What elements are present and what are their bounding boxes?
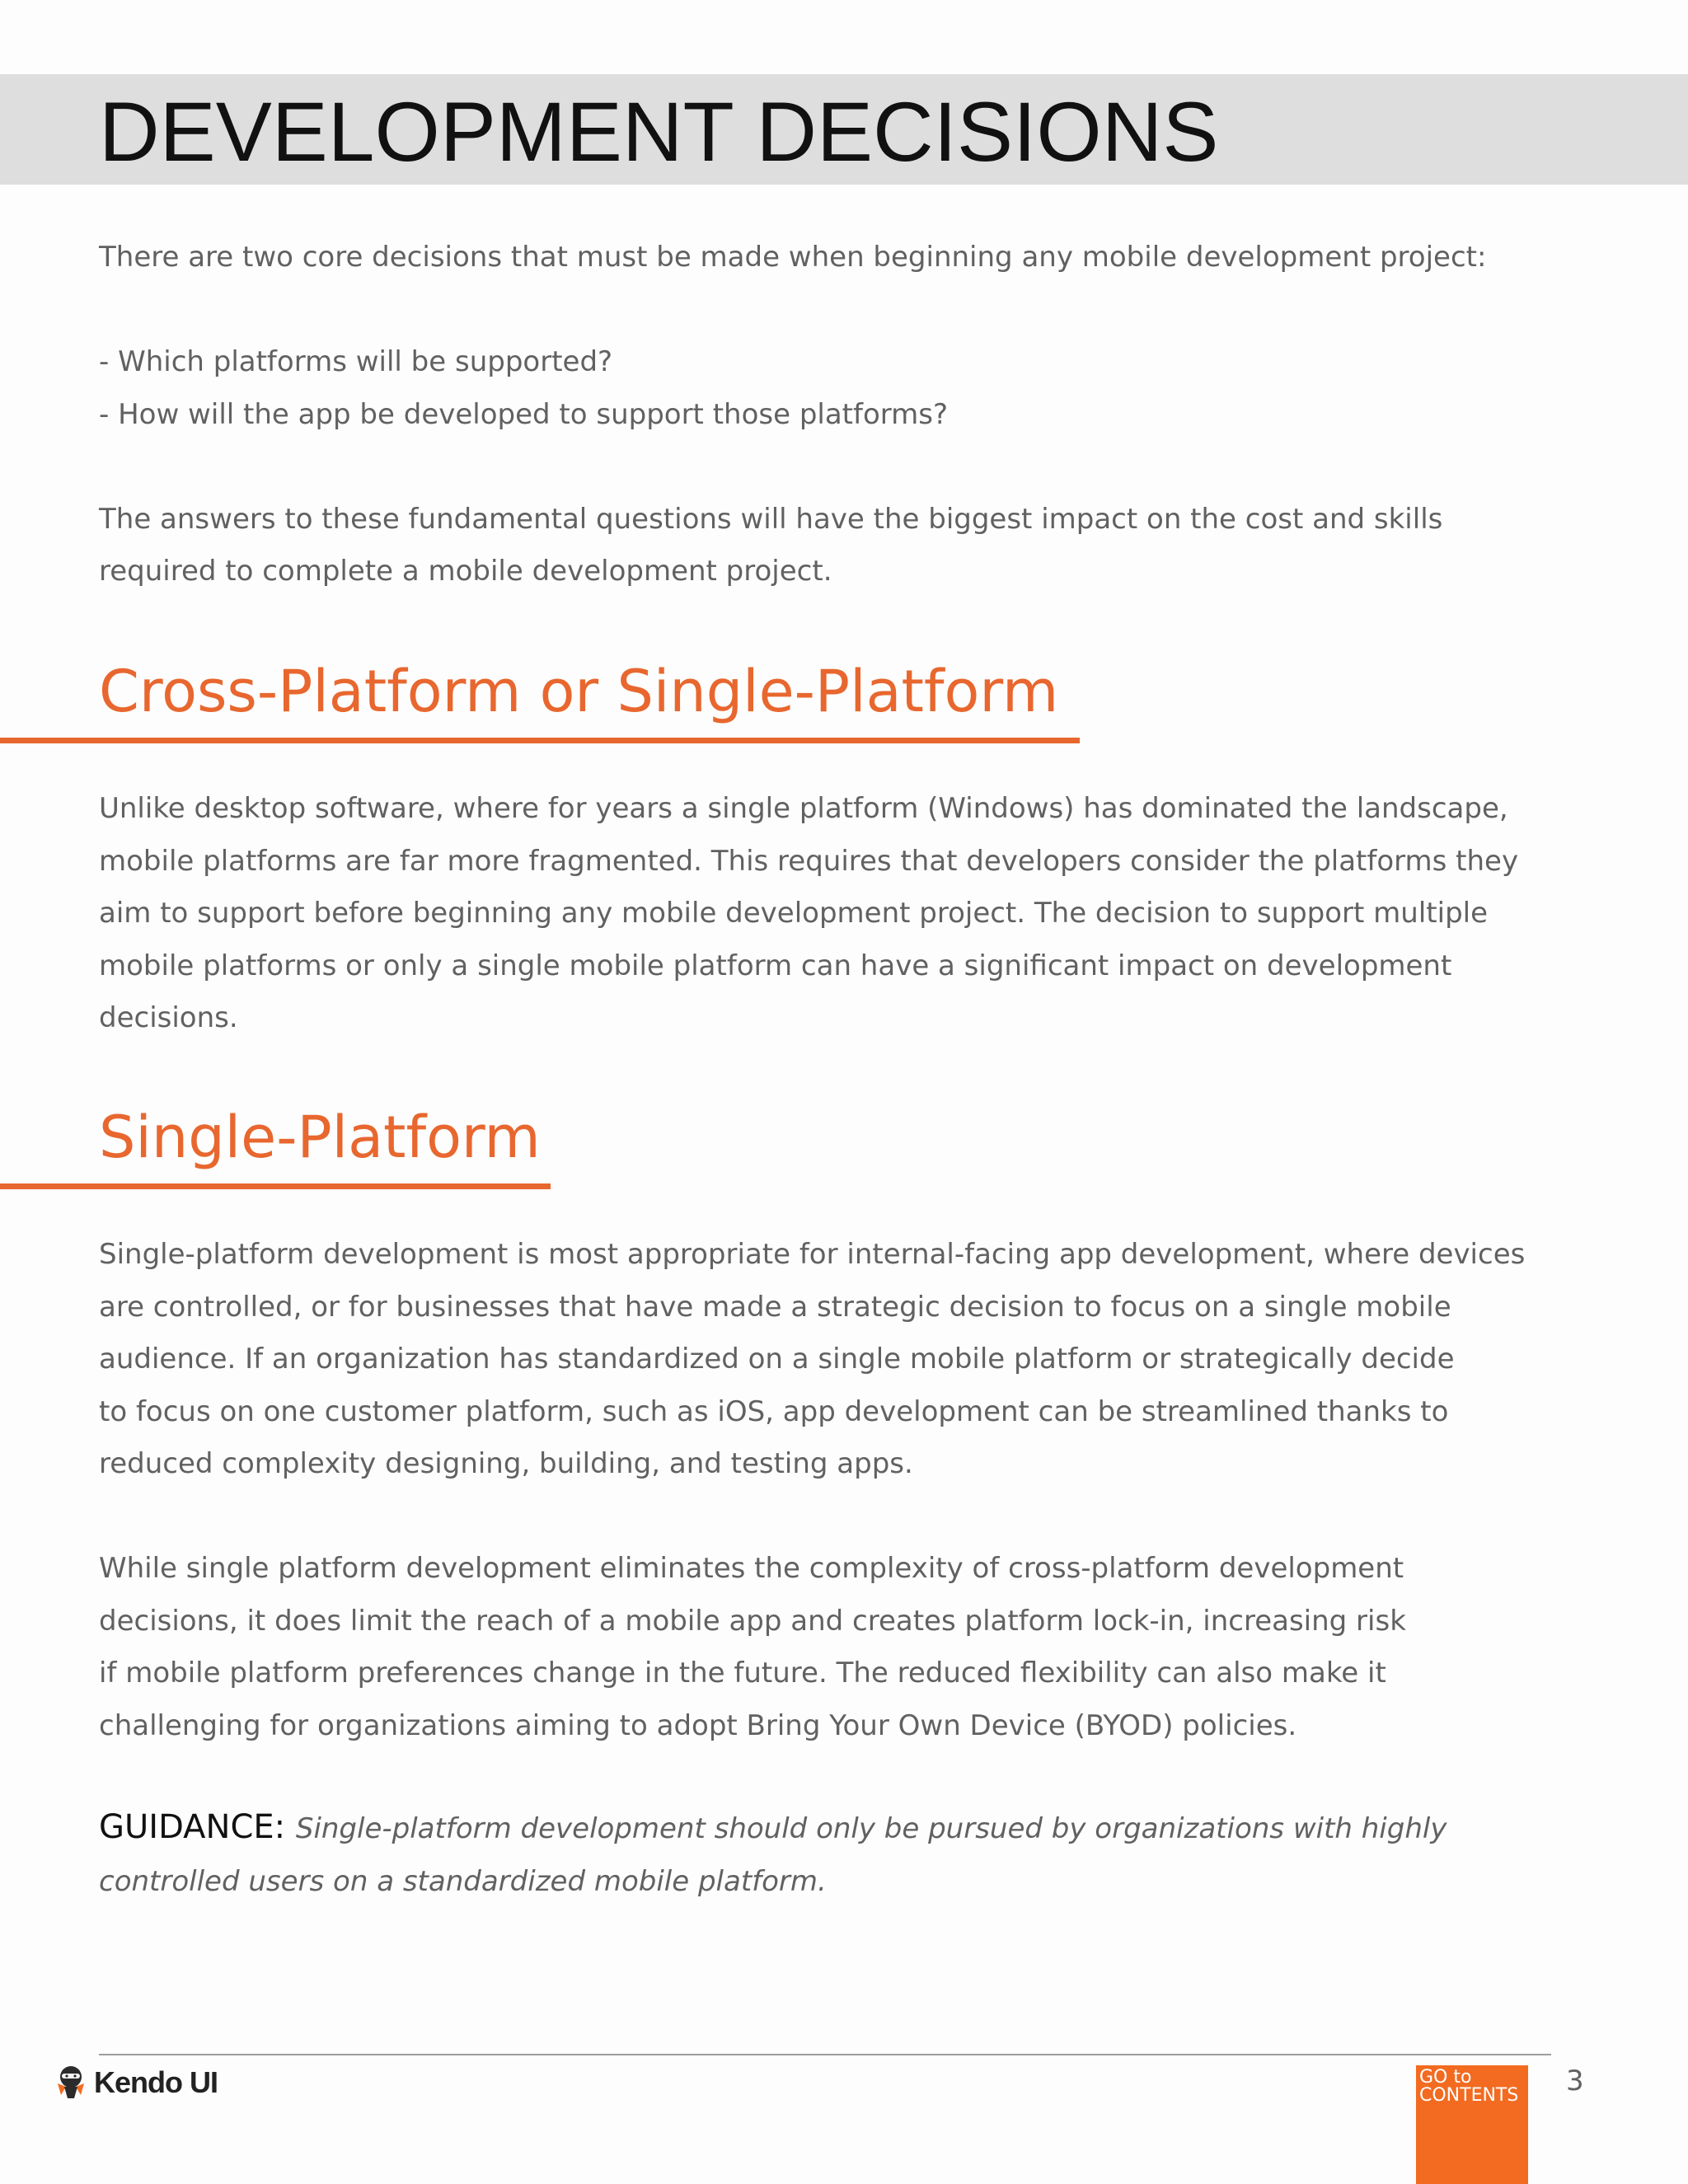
guidance-label: GUIDANCE	[99, 1808, 274, 1846]
contents-button-label: GO to	[1419, 2067, 1472, 2088]
body-line: reduced complexity designing, building, and testing apps.	[99, 1447, 913, 1480]
body-line: to focus on one customer platform, such as iOS, app development can be streamlined thanks to	[99, 1394, 1449, 1428]
page-title: DEVELOPMENT DECISIONS	[99, 85, 1219, 179]
body-line: decisions, it does limit the reach of a mobile app and creates platform lock-in, increasing risk	[99, 1604, 1406, 1638]
body-line: mobile platforms or only a single mobile platform can have a significant impact on development	[99, 949, 1452, 982]
contents-button-label: CONTENTS	[1419, 2085, 1519, 2106]
section-body-single-platform	[99, 1229, 1607, 1752]
body-line: mobile platforms are far more fragmented. This requires that developers consider the platforms they	[99, 844, 1519, 878]
go-to-contents-button[interactable]	[1416, 2065, 1528, 2184]
footer-divider	[99, 2054, 1551, 2055]
intro-line	[99, 441, 1607, 494]
guidance-line	[99, 1802, 1607, 1856]
logo-text: Kendo UI	[94, 2065, 218, 2099]
body-line: aim to support before beginning any mobile development project. The decision to support multiple	[99, 897, 1489, 930]
guidance-separator: :	[274, 1808, 296, 1846]
intro-line: There are two core decisions that must be made when beginning any mobile development project:	[99, 241, 1487, 274]
body-line: if mobile platform preferences change in the future. The reduced flexibility can also make it	[99, 1657, 1386, 1690]
section-heading-cross-platform: Cross-Platform or Single-Platform	[99, 658, 1059, 725]
body-line	[99, 1491, 1607, 1544]
section-body-cross-platform	[99, 783, 1607, 1045]
body-line: Single-platform development is most appropriate for internal-facing app development, where devices	[99, 1238, 1526, 1271]
intro-line: The answers to these fundamental questions will have the biggest impact on the cost and skills	[99, 502, 1443, 536]
guidance-callout	[99, 1802, 1607, 1908]
intro-bullet: - How will the app be developed to support those platforms?	[99, 397, 949, 431]
intro-line: required to complete a mobile development project.	[99, 555, 832, 588]
kendo-ui-logo	[54, 2064, 218, 2102]
guidance-text: controlled users on a standardized mobile platform.	[99, 1864, 827, 1898]
intro-line	[99, 284, 1607, 337]
body-line: challenging for organizations aiming to adopt Bring Your Own Device (BYOD) policies.	[99, 1708, 1297, 1742]
body-line: While single platform development eliminates the complexity of cross-platform development	[99, 1552, 1404, 1585]
body-line: are controlled, or for businesses that have made a strategic decision to focus on a single mobile	[99, 1290, 1451, 1324]
section-heading-single-platform: Single-Platform	[99, 1104, 541, 1171]
body-line: decisions.	[99, 1001, 238, 1034]
intro-text	[99, 232, 1607, 598]
page-number: 3	[1566, 2064, 1584, 2097]
body-line: Unlike desktop software, where for years a single platform (Windows) has dominated the landscape,	[99, 792, 1508, 825]
kendo-ninja-icon	[54, 2064, 87, 2102]
section-underline	[0, 738, 1080, 743]
guidance-text: Single-platform development should only be pursued by organizations with highly	[295, 1812, 1447, 1845]
intro-bullet: - Which platforms will be supported?	[99, 345, 613, 378]
body-line: audience. If an organization has standardized on a single mobile platform or strategically decide	[99, 1343, 1455, 1376]
section-underline	[0, 1183, 551, 1189]
